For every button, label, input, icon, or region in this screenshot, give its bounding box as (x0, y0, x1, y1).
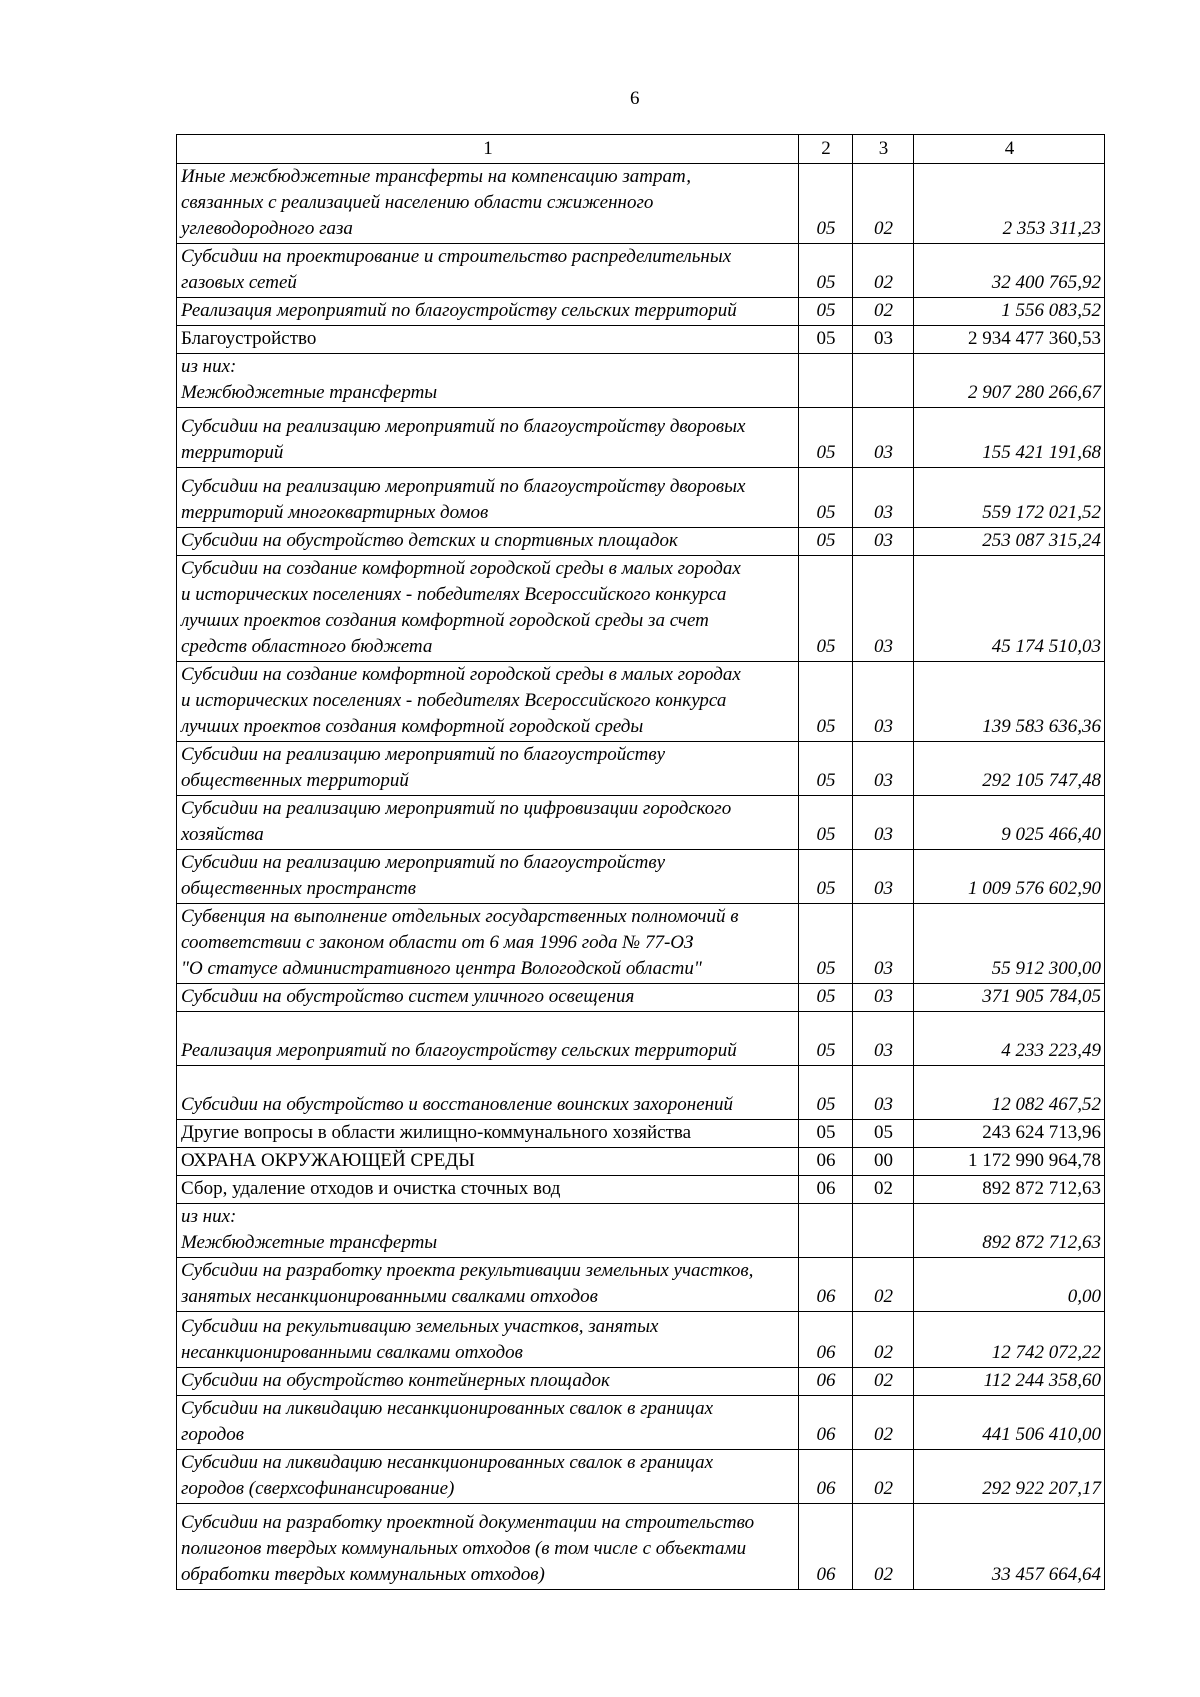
table-row (177, 528, 1105, 556)
table-row (177, 1066, 1105, 1120)
row-amount: 1 556 083,52 (914, 298, 1105, 326)
table-row (177, 1368, 1105, 1396)
row-description: Субсидии на разработку проекта рекультивации земельных участков, занятых несанкционированными свалками отходов (177, 1258, 799, 1312)
table-row (177, 904, 1105, 984)
row-section-code (799, 354, 853, 408)
row-section-code: 05 (799, 1012, 853, 1066)
row-amount: 1 009 576 602,90 (914, 850, 1105, 904)
table-row (177, 468, 1105, 528)
row-description: Субсидии на рекультивацию земельных участков, занятых несанкционированными свалками отходов (177, 1312, 799, 1368)
row-subsection-code: 03 (853, 326, 914, 354)
row-subsection-code: 02 (853, 1312, 914, 1368)
row-amount: 32 400 765,92 (914, 244, 1105, 298)
row-section-code: 06 (799, 1368, 853, 1396)
row-subsection-code: 03 (853, 468, 914, 528)
budget-table (176, 134, 1105, 1590)
row-subsection-code: 03 (853, 528, 914, 556)
row-section-code: 05 (799, 326, 853, 354)
table-row (177, 1120, 1105, 1148)
row-section-code: 05 (799, 298, 853, 326)
row-description: Субсидии на обустройство контейнерных площадок (177, 1368, 799, 1396)
row-description: Субсидии на разработку проектной документации на строительство полигонов твердых коммунальных отходов (в том числе с объектами обработки твердых коммунальных отходов) (177, 1504, 799, 1590)
row-description: Субсидии на обустройство и восстановление воинских захоронений (177, 1066, 799, 1120)
row-amount: 292 105 747,48 (914, 742, 1105, 796)
row-section-code: 05 (799, 984, 853, 1012)
table-row (177, 1148, 1105, 1176)
row-subsection-code: 03 (853, 984, 914, 1012)
row-section-code: 05 (799, 662, 853, 742)
row-section-code: 05 (799, 556, 853, 662)
row-section-code: 06 (799, 1396, 853, 1450)
row-description: Субсидии на ликвидацию несанкционированных свалок в границах городов (сверхсофинансирование) (177, 1450, 799, 1504)
table-row (177, 1176, 1105, 1204)
table-row (177, 850, 1105, 904)
row-section-code: 06 (799, 1312, 853, 1368)
table-row (177, 1312, 1105, 1368)
table-row (177, 796, 1105, 850)
row-description: Другие вопросы в области жилищно-коммунального хозяйства (177, 1120, 799, 1148)
row-amount: 12 082 467,52 (914, 1066, 1105, 1120)
row-amount: 892 872 712,63 (914, 1176, 1105, 1204)
row-amount: 155 421 191,68 (914, 408, 1105, 468)
row-subsection-code: 03 (853, 662, 914, 742)
row-description: Субсидии на реализацию мероприятий по цифровизации городского хозяйства (177, 796, 799, 850)
row-description: Реализация мероприятий по благоустройству сельских территорий (177, 1012, 799, 1066)
row-amount: 2 907 280 266,67 (914, 354, 1105, 408)
row-description: Благоустройство (177, 326, 799, 354)
table-row (177, 556, 1105, 662)
row-section-code (799, 1204, 853, 1258)
row-section-code: 06 (799, 1504, 853, 1590)
table-row (177, 164, 1105, 244)
row-description: из них: Межбюджетные трансферты (177, 1204, 799, 1258)
table-row (177, 1012, 1105, 1066)
row-subsection-code: 02 (853, 1368, 914, 1396)
row-amount: 292 922 207,17 (914, 1450, 1105, 1504)
row-subsection-code: 02 (853, 244, 914, 298)
table-row (177, 1504, 1105, 1590)
row-subsection-code: 03 (853, 556, 914, 662)
table-row (177, 408, 1105, 468)
table-row (177, 662, 1105, 742)
header-row (177, 135, 1105, 164)
table-row (177, 1396, 1105, 1450)
row-description: Субсидии на реализацию мероприятий по благоустройству общественных пространств (177, 850, 799, 904)
row-description: Иные межбюджетные трансферты на компенсацию затрат, связанных с реализацией населению области сжиженного углеводородного газа (177, 164, 799, 244)
row-section-code: 06 (799, 1148, 853, 1176)
row-amount: 2 934 477 360,53 (914, 326, 1105, 354)
row-subsection-code: 03 (853, 850, 914, 904)
row-subsection-code: 02 (853, 1176, 914, 1204)
row-subsection-code: 03 (853, 1012, 914, 1066)
row-subsection-code: 05 (853, 1120, 914, 1148)
table-row (177, 244, 1105, 298)
row-section-code: 05 (799, 796, 853, 850)
row-section-code: 05 (799, 408, 853, 468)
row-amount: 559 172 021,52 (914, 468, 1105, 528)
row-description: Субсидии на реализацию мероприятий по благоустройству дворовых территорий многоквартирных домов (177, 468, 799, 528)
row-section-code: 05 (799, 244, 853, 298)
row-subsection-code: 02 (853, 1258, 914, 1312)
row-description: Субсидии на проектирование и строительство распределительных газовых сетей (177, 244, 799, 298)
row-subsection-code: 00 (853, 1148, 914, 1176)
row-description: Сбор, удаление отходов и очистка сточных вод (177, 1176, 799, 1204)
row-section-code: 05 (799, 904, 853, 984)
page-number: 6 (630, 88, 640, 109)
table-row (177, 742, 1105, 796)
row-description: Субсидии на обустройство систем уличного освещения (177, 984, 799, 1012)
row-section-code: 05 (799, 742, 853, 796)
row-section-code: 05 (799, 850, 853, 904)
table-row (177, 1450, 1105, 1504)
row-section-code: 05 (799, 468, 853, 528)
row-description: Субвенция на выполнение отдельных государственных полномочий в соответствии с законом области от 6 мая 1996 года № 77-ОЗ "О статусе административного центра Вологодской области" (177, 904, 799, 984)
row-description: Субсидии на создание комфортной городской среды в малых городах и исторических поселениях - победителях Всероссийского конкурса лучших проектов создания комфортной городской среды (177, 662, 799, 742)
table-row (177, 298, 1105, 326)
row-description: Субсидии на ликвидацию несанкционированных свалок в границах городов (177, 1396, 799, 1450)
row-section-code: 06 (799, 1258, 853, 1312)
row-amount: 55 912 300,00 (914, 904, 1105, 984)
header-col-2: 2 (799, 135, 853, 164)
row-subsection-code: 03 (853, 1066, 914, 1120)
row-amount: 33 457 664,64 (914, 1504, 1105, 1590)
row-amount: 9 025 466,40 (914, 796, 1105, 850)
header-col-3: 3 (853, 135, 914, 164)
row-amount: 139 583 636,36 (914, 662, 1105, 742)
row-amount: 892 872 712,63 (914, 1204, 1105, 1258)
row-amount: 4 233 223,49 (914, 1012, 1105, 1066)
row-subsection-code: 02 (853, 1504, 914, 1590)
row-amount: 0,00 (914, 1258, 1105, 1312)
row-section-code: 06 (799, 1450, 853, 1504)
header-col-1: 1 (177, 135, 799, 164)
row-amount: 441 506 410,00 (914, 1396, 1105, 1450)
row-subsection-code: 02 (853, 298, 914, 326)
table-row (177, 354, 1105, 408)
row-description: из них: Межбюджетные трансферты (177, 354, 799, 408)
row-subsection-code: 03 (853, 742, 914, 796)
row-section-code: 05 (799, 1066, 853, 1120)
row-amount: 371 905 784,05 (914, 984, 1105, 1012)
row-amount: 243 624 713,96 (914, 1120, 1105, 1148)
table-row (177, 984, 1105, 1012)
row-description: Субсидии на реализацию мероприятий по благоустройству дворовых территорий (177, 408, 799, 468)
table-row (177, 1258, 1105, 1312)
row-description: Субсидии на обустройство детских и спортивных площадок (177, 528, 799, 556)
row-description: Реализация мероприятий по благоустройству сельских территорий (177, 298, 799, 326)
row-subsection-code: 03 (853, 904, 914, 984)
row-subsection-code: 03 (853, 796, 914, 850)
row-section-code: 05 (799, 528, 853, 556)
row-amount: 112 244 358,60 (914, 1368, 1105, 1396)
row-amount: 253 087 315,24 (914, 528, 1105, 556)
row-description: Субсидии на реализацию мероприятий по благоустройству общественных территорий (177, 742, 799, 796)
row-subsection-code: 03 (853, 408, 914, 468)
row-subsection-code: 02 (853, 1450, 914, 1504)
row-subsection-code (853, 354, 914, 408)
row-amount: 45 174 510,03 (914, 556, 1105, 662)
row-section-code: 05 (799, 1120, 853, 1148)
row-amount: 2 353 311,23 (914, 164, 1105, 244)
row-amount: 1 172 990 964,78 (914, 1148, 1105, 1176)
row-description: Субсидии на создание комфортной городской среды в малых городах и исторических поселениях - победителях Всероссийского конкурса лучших проектов создания комфортной городской среды за счет средств областного бюджета (177, 556, 799, 662)
row-section-code: 06 (799, 1176, 853, 1204)
row-description: ОХРАНА ОКРУЖАЮЩЕЙ СРЕДЫ (177, 1148, 799, 1176)
header-col-4: 4 (914, 135, 1105, 164)
table-row (177, 1204, 1105, 1258)
table-body (177, 164, 1105, 1590)
table-row (177, 326, 1105, 354)
row-subsection-code (853, 1204, 914, 1258)
row-amount: 12 742 072,22 (914, 1312, 1105, 1368)
row-section-code: 05 (799, 164, 853, 244)
row-subsection-code: 02 (853, 1396, 914, 1450)
row-subsection-code: 02 (853, 164, 914, 244)
